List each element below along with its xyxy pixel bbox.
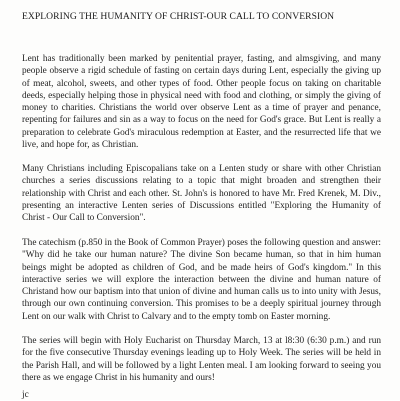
paragraph-lenten-study: Many Christians including Episcopalians take on a Lenten study or share with other Christian churches a series discussions relating to a topic that might broaden and strengthen their relationship with Christ and each other. St. John's is honored to have Mr. Fred Krenek, M. Div., presenting an interactive Lenten series of Discussions entitled "Exploring the Humanity of Christ - Our Call to Conversion". — [22, 164, 381, 224]
document-title: EXPLORING THE HUMANITY OF CHRIST-OUR CALL TO CONVERSION — [22, 11, 335, 22]
paragraph-catechism: The catechism (p.850 in the Book of Common Prayer) poses the following question and answer: "Why did he take our human nature? The divine Son became human, so that in him human beings might be adopted as children of God, and be made heirs of God's kingdom." In this interactive series we will explore the interaction between the divine and human nature of Christand how our baptism into that union of divine and human calls us to into unity with Jesus, through our own continuing conversion. This promises to be a deeply spiritual journey through Lent on our walk with Christ to Calvary and to the empty tomb on Easter morning. — [22, 238, 381, 322]
paragraph-series-schedule: The series will begin with Holy Eucharist on Thursday March, 13 at l8:30 (6:30 p.m.) and run for the five consecutive Thursday evenings leading up to Holy Week. The series will be held in the Parish Hall, and will be followed by a light Lenten meal. I am looking forward to seeing you there as we engage Christ in his humanity and ours! — [22, 336, 381, 383]
paragraph-lent-tradition: Lent has traditionally been marked by penitential prayer, fasting, and almsgiving, and many people observe a rigid schedule of fasting on certain days during Lent, especially the giving up of meat, alcohol, sweets, and other types of food. Other people focus on taking on charitable deeds, especially helping those in physical need with food and clothing, or simply the giving of money to charities. Christians the world over observe Lent as a time of prayer and penance, repenting for failures and sin as a way to focus on the need for God's grace. But Lent is really a preparation to celebrate God's miraculous redemption at Easter, and the resurrected life that we live, and hope for, as Christian. — [22, 54, 381, 151]
author-initials: jc — [22, 390, 29, 400]
